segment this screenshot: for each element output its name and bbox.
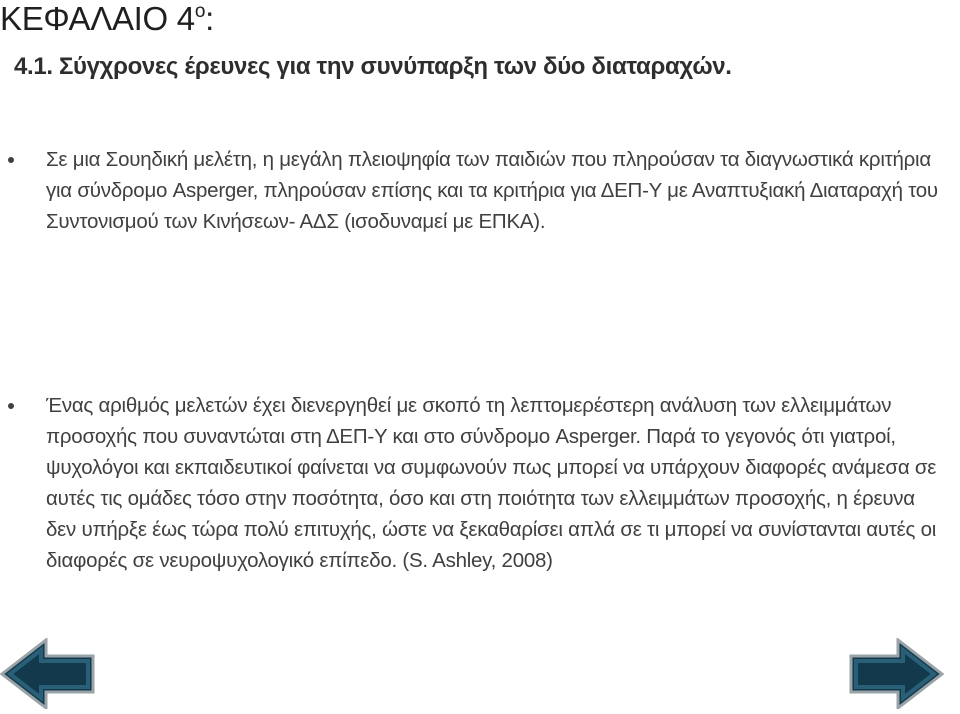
slide-title-text: ΚΕΦΑΛΑΙΟ 4 bbox=[0, 0, 195, 37]
arrow-left-icon bbox=[0, 638, 96, 709]
bullet-marker bbox=[8, 403, 14, 409]
slide-title bbox=[0, 0, 214, 44]
bullet-marker bbox=[8, 157, 14, 163]
arrow-right-icon bbox=[848, 638, 944, 709]
slide-title-colon: : bbox=[205, 0, 214, 37]
previous-slide-button[interactable] bbox=[0, 638, 96, 709]
bullet-paragraph-1: Σε μια Σουηδική μελέτη, η μεγάλη πλειοψηφία των παιδιών που πληρούσαν τα διαγνωστικά κριτήρια για σύνδρομο Asperger, πληρούσαν επίσης και τα κριτήρια για ΔΕΠ-Υ με Αναπτυξιακή Διαταραχή του Συντονισμού των Κινήσεων- ΑΔΣ (ισοδυναμεί με ΕΠΚΑ). bbox=[46, 148, 938, 233]
bullet-paragraph-2: Ένας αριθμός μελετών έχει διενεργηθεί με σκοπό τη λεπτομερέστερη ανάλυση των ελλειμμάτων προσοχής που συναντώται στη ΔΕΠ-Υ και στο σύνδρομο Asperger. Παρά το γεγονός ότι γιατροί, ψυχολόγοι και εκπαιδευτικοί φαίνεται να συμφωνούν πως μπορεί να υπάρχουν διαφορές ανάμεσα σε αυτές τις ομάδες τόσο στην ποσότητα, όσο και στη ποιότητα των ελλειμμάτων προσοχής, η έρευνα δεν υπήρξε έως τώρα πολύ επιτυχής, ώστε να ξεκαθαρίσει απλά σε τι μπορεί να συνίστανται αυτές οι διαφορές σε νευροψυχολογικό επίπεδο. (S. Ashley, 2008) bbox=[46, 394, 937, 572]
slide-title-superscript: ο bbox=[194, 1, 206, 22]
section-heading: 4.1. Σύγχρονες έρευνες για την συνύπαρξη των δύο διαταραχών. bbox=[14, 53, 732, 80]
next-slide-button[interactable] bbox=[848, 638, 944, 709]
